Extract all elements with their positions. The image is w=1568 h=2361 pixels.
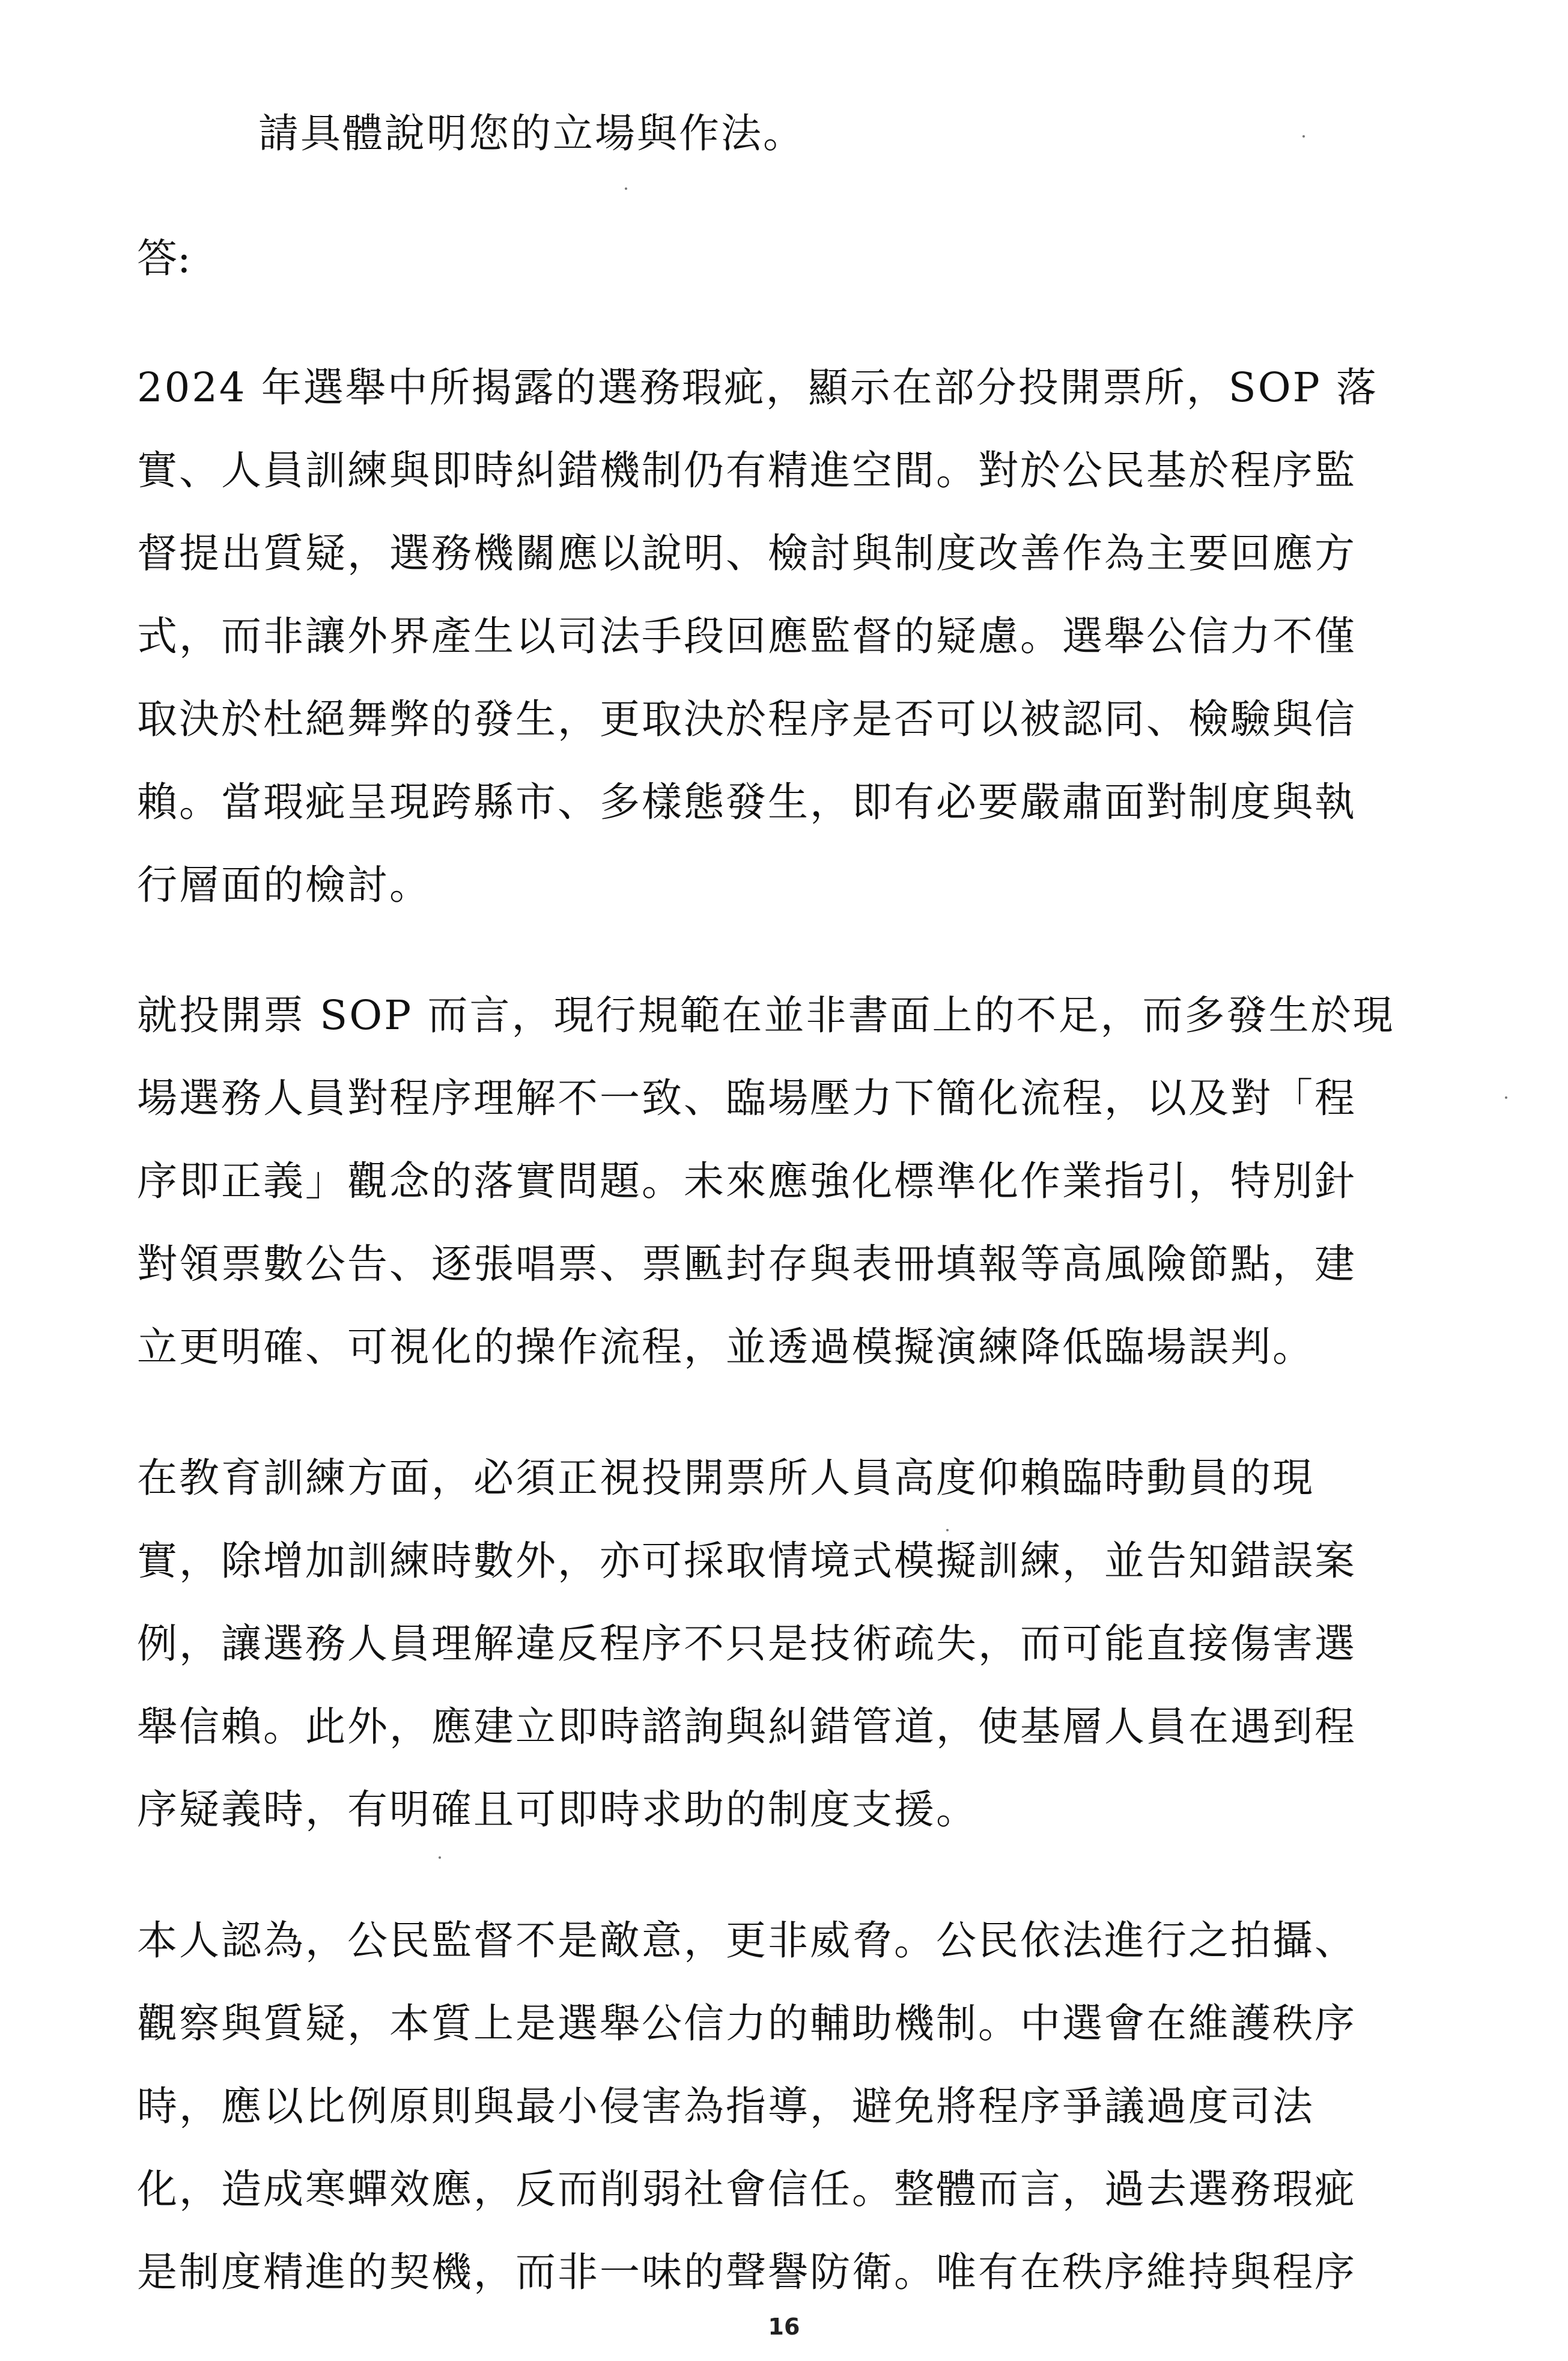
paragraph-line: 時，應以比例原則與最小侵害為指導，避免將程序爭議過度司法	[137, 2083, 1314, 2130]
scan-speck	[946, 1529, 949, 1531]
paragraph-line: 行層面的檢討。	[137, 861, 431, 908]
paragraph-line: 本人認為，公民監督不是敵意，更非威脅。公民依法進行之拍攝、	[137, 1917, 1357, 1964]
scan-speck	[1505, 1096, 1507, 1099]
scan-speck	[625, 187, 627, 190]
paragraph-line: 賴。當瑕疵呈現跨縣市、多樣態發生，即有必要嚴肅面對制度與執	[137, 779, 1357, 825]
paragraph-line: 立更明確、可視化的操作流程，並透過模擬演練降低臨場誤判。	[137, 1323, 1314, 1370]
paragraph-line: 實、人員訓練與即時糾錯機制仍有精進空間。對於公民基於程序監	[137, 447, 1357, 494]
paragraph-line: 序即正義」觀念的落實問題。未來應強化標準化作業指引，特別針	[137, 1158, 1357, 1205]
paragraph-line: 取決於杜絕舞弊的發生，更取決於程序是否可以被認同、檢驗與信	[137, 696, 1357, 743]
scan-speck	[439, 1856, 441, 1859]
paragraph-line: 2024 年選舉中所揭露的選務瑕疵，顯示在部分投開票所，SOP 落	[137, 364, 1379, 411]
paragraph-line: 化，造成寒蟬效應，反而削弱社會信任。整體而言，過去選務瑕疵	[137, 2166, 1357, 2213]
paragraph-line: 是制度精進的契機，而非一味的聲譽防衛。唯有在秩序維持與程序	[137, 2249, 1357, 2296]
paragraph-line: 在教育訓練方面，必須正視投開票所人員高度仰賴臨時動員的現	[137, 1454, 1314, 1501]
paragraph-line: 對領票數公告、逐張唱票、票匭封存與表冊填報等高風險節點，建	[137, 1241, 1357, 1287]
paragraph-line: 式，而非讓外界產生以司法手段回應監督的疑慮。選舉公信力不僅	[137, 613, 1357, 660]
paragraph-line: 序疑義時，有明確且可即時求助的制度支援。	[137, 1786, 978, 1833]
scan-speck	[1302, 135, 1305, 138]
paragraph-line: 實，除增加訓練時數外，亦可採取情境式模擬訓練，並告知錯誤案	[137, 1537, 1357, 1584]
paragraph-line: 例，讓選務人員理解違反程序不只是技術疏失，而可能直接傷害選	[137, 1620, 1357, 1667]
paragraph-line: 觀察與質疑，本質上是選舉公信力的輔助機制。中選會在維護秩序	[137, 2000, 1357, 2047]
paragraph-line: 場選務人員對程序理解不一致、臨場壓力下簡化流程，以及對「程	[137, 1075, 1357, 1122]
paragraph-line: 舉信賴。此外，應建立即時諮詢與糾錯管道，使基層人員在遇到程	[137, 1703, 1357, 1750]
paragraph-line: 督提出質疑，選務機關應以說明、檢討與制度改善作為主要回應方	[137, 530, 1357, 577]
paragraph-line: 就投開票 SOP 而言，現行規範在並非書面上的不足，而多發生於現	[137, 992, 1395, 1039]
page-number: 16	[768, 2314, 800, 2340]
question-closing-line: 請具體說明您的立場與作法。	[258, 110, 805, 157]
answer-label: 答:	[137, 235, 191, 282]
